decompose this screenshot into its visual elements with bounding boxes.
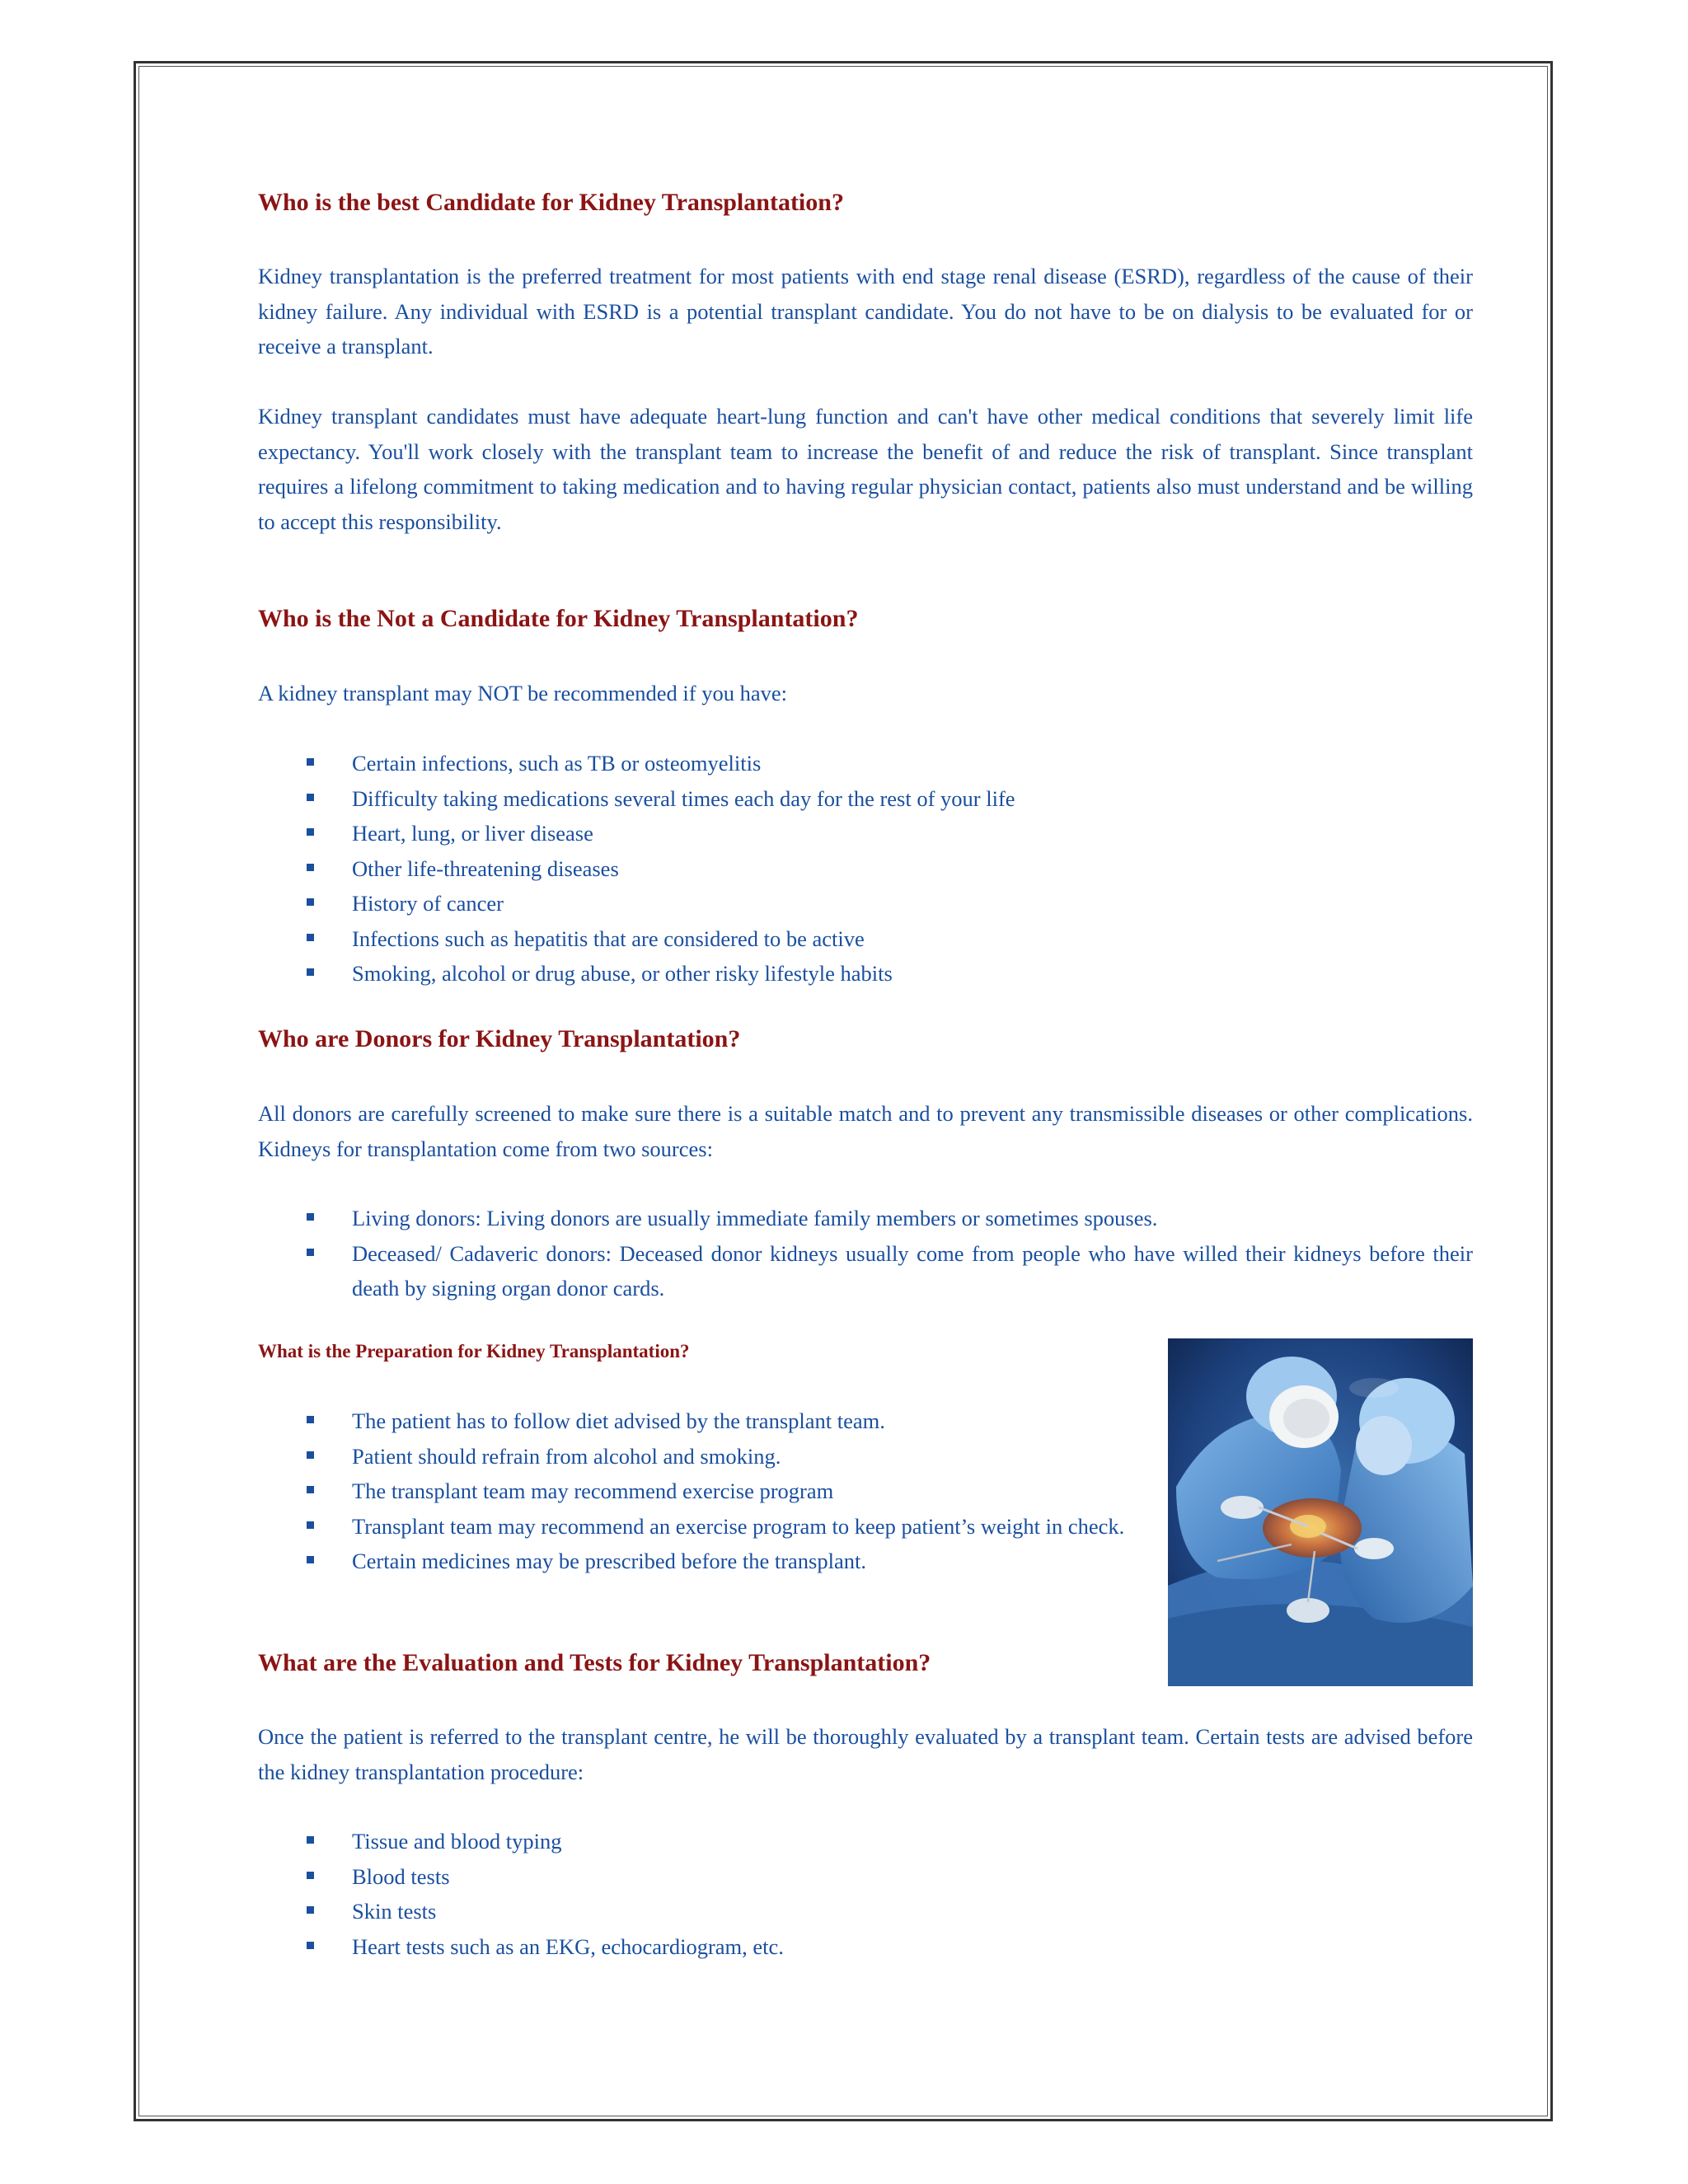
- list-item: Certain medicines may be prescribed before the transplant.: [258, 1544, 1146, 1579]
- square-bullet-icon: [307, 1836, 314, 1844]
- paragraph-donors-intro: All donors are carefully screened to make sure there is a suitable match and to prevent any transmissible diseases or other complications. Kidneys for transplantation come from two sources:: [258, 1101, 1473, 1161]
- square-bullet-icon: [307, 1486, 314, 1493]
- square-bullet-icon: [307, 758, 314, 766]
- paragraph-best-candidate-1: Kidney transplantation is the preferred treatment for most patients with end stage renal disease (ESRD), regardless of the cause of their kidney failure. Any individual with ESRD is a potential transplant candidate. You do not have to be on dialysis to be evaluated for or receive a transplant.: [258, 264, 1473, 359]
- square-bullet-icon: [307, 1906, 314, 1914]
- list-item: Skin tests: [258, 1894, 1473, 1929]
- heading-best-candidate: Who is the best Candidate for Kidney Transplantation?: [258, 189, 844, 216]
- paragraph-evaluation-intro: Once the patient is referred to the transplant centre, he will be thoroughly evaluated by a transplant team. Certain tests are advised before the kidney transplantation procedure:: [258, 1724, 1473, 1784]
- list-item: Deceased/ Cadaveric donors: Deceased donor kidneys usually come from people who have willed their kidneys before their death by signing organ donor cards.: [258, 1236, 1473, 1306]
- list-not-candidate: [258, 746, 1473, 991]
- square-bullet-icon: [307, 794, 314, 801]
- list-item: Living donors: Living donors are usually immediate family members or sometimes spouses.: [258, 1201, 1473, 1236]
- heading-preparation: What is the Preparation for Kidney Transplantation?: [258, 1341, 690, 1361]
- square-bullet-icon: [307, 1416, 314, 1423]
- list-item: Other life-threatening diseases: [258, 851, 1473, 887]
- page-border-inner: [138, 66, 1548, 2116]
- square-bullet-icon: [307, 968, 314, 976]
- list-item: Difficulty taking medications several times each day for the rest of your life: [258, 781, 1473, 817]
- square-bullet-icon: [307, 934, 314, 941]
- list-item: Smoking, alcohol or drug abuse, or other risky lifestyle habits: [258, 956, 1473, 991]
- list-evaluation: [258, 1824, 1473, 1964]
- square-bullet-icon: [307, 1451, 314, 1459]
- heading-not-candidate: Who is the Not a Candidate for Kidney Transplantation?: [258, 605, 859, 632]
- heading-evaluation: What are the Evaluation and Tests for Kidney Transplantation?: [258, 1649, 931, 1676]
- surgery-photo: [1168, 1338, 1473, 1686]
- list-item: Certain infections, such as TB or osteomyelitis: [258, 746, 1473, 781]
- list-item: Heart, lung, or liver disease: [258, 816, 1473, 851]
- list-item: The patient has to follow diet advised by the transplant team.: [258, 1404, 1146, 1439]
- list-item: Transplant team may recommend an exercise program to keep patient’s weight in check.: [258, 1509, 1146, 1544]
- list-item: Infections such as hepatitis that are considered to be active: [258, 921, 1473, 957]
- square-bullet-icon: [307, 1521, 314, 1529]
- square-bullet-icon: [307, 864, 314, 871]
- square-bullet-icon: [307, 1556, 314, 1563]
- list-item: Tissue and blood typing: [258, 1824, 1473, 1859]
- list-donors: [258, 1201, 1473, 1306]
- square-bullet-icon: [307, 828, 314, 836]
- paragraph-not-candidate-intro: A kidney transplant may NOT be recommended if you have:: [258, 681, 787, 705]
- square-bullet-icon: [307, 1213, 314, 1221]
- paragraph-best-candidate-2: Kidney transplant candidates must have adequate heart-lung function and can't have other medical conditions that severely limit life expectancy. You'll work closely with the transplant team to increase the benefit of and reduce the risk of transplant. Since transplant requires a lifelong commitment to taking medication and to having regular physician contact, patients also must understand and be willing to accept this responsibility.: [258, 404, 1473, 534]
- square-bullet-icon: [307, 898, 314, 906]
- list-item: Blood tests: [258, 1859, 1473, 1895]
- list-preparation: [258, 1404, 1146, 1579]
- list-item: History of cancer: [258, 886, 1473, 921]
- heading-donors: Who are Donors for Kidney Transplantation?: [258, 1025, 741, 1052]
- square-bullet-icon: [307, 1872, 314, 1879]
- square-bullet-icon: [307, 1942, 314, 1949]
- list-item: The transplant team may recommend exercise program: [258, 1474, 1146, 1509]
- list-item: Heart tests such as an EKG, echocardiogram, etc.: [258, 1929, 1473, 1965]
- square-bullet-icon: [307, 1249, 314, 1256]
- list-item: Patient should refrain from alcohol and smoking.: [258, 1439, 1146, 1474]
